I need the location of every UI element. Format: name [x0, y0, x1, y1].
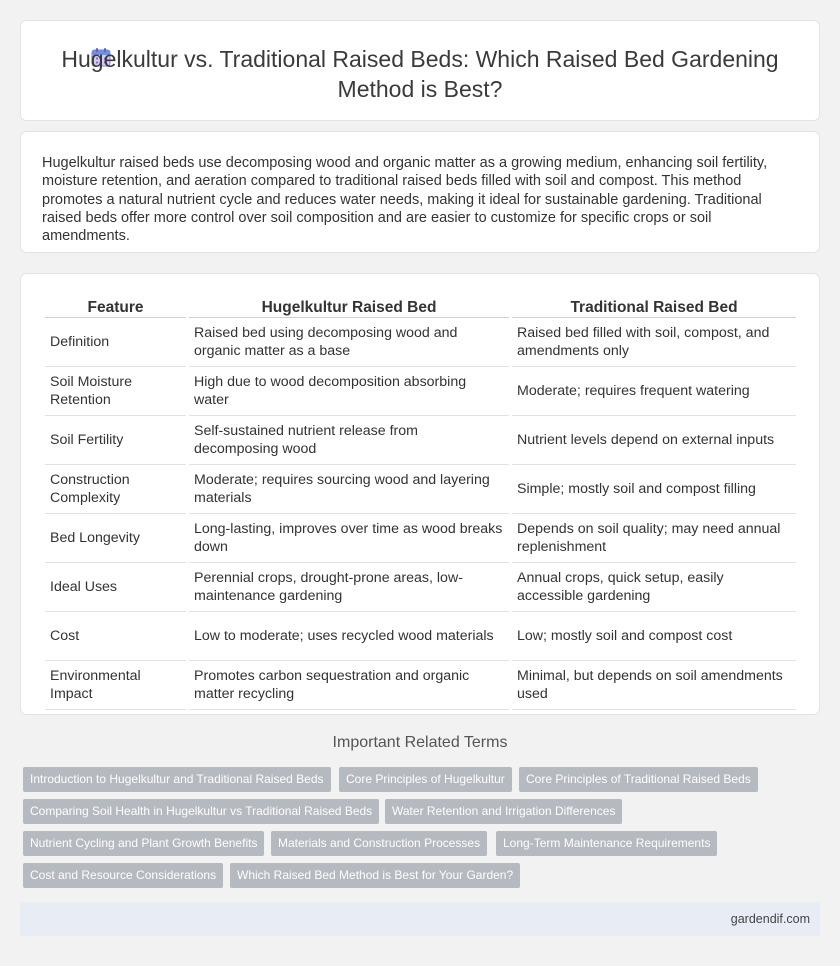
title-card [20, 20, 820, 121]
table-row [45, 318, 796, 367]
hugelkultur-cell: Promotes carbon sequestration and organic matter recycling [189, 661, 509, 710]
hugelkultur-cell: Long-lasting, improves over time as wood breaks down [189, 514, 509, 563]
feature-cell: Soil Moisture Retention [45, 367, 186, 416]
traditional-cell: Moderate; requires frequent watering [512, 367, 796, 416]
hugelkultur-cell: Low to moderate; uses recycled wood materials [189, 612, 509, 661]
traditional-cell: Depends on soil quality; may need annual replenishment [512, 514, 796, 563]
feature-cell: Environmental Impact [45, 661, 186, 710]
related-term-tag[interactable]: Long-Term Maintenance Requirements [496, 831, 717, 856]
table-row [45, 367, 796, 416]
feature-cell: Cost [45, 612, 186, 661]
footer-bar [20, 902, 820, 936]
related-term-tag[interactable]: Which Raised Bed Method is Best for Your Garden? [230, 863, 520, 888]
related-term-tag[interactable]: Comparing Soil Health in Hugelkultur vs Traditional Raised Beds [23, 799, 379, 824]
related-term-tag[interactable]: Core Principles of Traditional Raised Beds [519, 767, 758, 792]
feature-cell: Definition [45, 318, 186, 367]
table-row [45, 514, 796, 563]
related-term-tag[interactable]: Core Principles of Hugelkultur [339, 767, 512, 792]
table-header-row [45, 296, 796, 318]
related-terms-heading: Important Related Terms [332, 734, 508, 751]
traditional-cell: Raised bed filled with soil, compost, and amendments only [512, 318, 796, 367]
comparison-table-card [20, 273, 820, 715]
column-header-hugelkultur: Hugelkultur Raised Bed [189, 296, 509, 318]
traditional-cell: Minimal, but depends on soil amendments used [512, 661, 796, 710]
table-row [45, 563, 796, 612]
comparison-table [42, 296, 799, 710]
traditional-cell: Nutrient levels depend on external inputs [512, 416, 796, 465]
related-term-tag[interactable]: Materials and Construction Processes [271, 831, 487, 856]
hugelkultur-cell: Moderate; requires sourcing wood and layering materials [189, 465, 509, 514]
column-header-feature: Feature [45, 296, 186, 318]
table-row [45, 612, 796, 661]
feature-cell: Bed Longevity [45, 514, 186, 563]
table-row [45, 416, 796, 465]
page-title: Hugelkultur vs. Traditional Raised Beds: Which Raised Bed Gardening Method is Best? [61, 46, 779, 102]
feature-cell: Ideal Uses [45, 563, 186, 612]
related-term-tag[interactable]: Introduction to Hugelkultur and Traditional Raised Beds [23, 767, 331, 792]
table-row [45, 465, 796, 514]
hugelkultur-cell: Self-sustained nutrient release from decomposing wood [189, 416, 509, 465]
feature-cell: Construction Complexity [45, 465, 186, 514]
site-domain: gardendif.com [730, 912, 810, 926]
hugelkultur-cell: Perennial crops, drought-prone areas, low-maintenance gardening [189, 563, 509, 612]
intro-card [20, 131, 820, 253]
related-term-tag[interactable]: Nutrient Cycling and Plant Growth Benefits [23, 831, 264, 856]
feature-cell: Soil Fertility [45, 416, 186, 465]
hugelkultur-cell: High due to wood decomposition absorbing water [189, 367, 509, 416]
hugelkultur-cell: Raised bed using decomposing wood and organic matter as a base [189, 318, 509, 367]
related-term-tag[interactable]: Cost and Resource Considerations [23, 863, 223, 888]
column-header-traditional: Traditional Raised Bed [512, 296, 796, 318]
table-row [45, 661, 796, 710]
related-term-tag[interactable]: Water Retention and Irrigation Differences [385, 799, 622, 824]
traditional-cell: Simple; mostly soil and compost filling [512, 465, 796, 514]
traditional-cell: Low; mostly soil and compost cost [512, 612, 796, 661]
traditional-cell: Annual crops, quick setup, easily accessible gardening [512, 563, 796, 612]
intro-paragraph: Hugelkultur raised beds use decomposing wood and organic matter as a growing medium, enhancing soil fertility, moisture retention, and aeration compared to traditional raised beds filled with soil and compost. This method promotes a natural nutrient cycle and reduces water needs, making it ideal for sustainable gardening. Traditional raised beds offer more control over soil composition and are easier to customize for specific crops or soil amendments. [42, 155, 768, 245]
